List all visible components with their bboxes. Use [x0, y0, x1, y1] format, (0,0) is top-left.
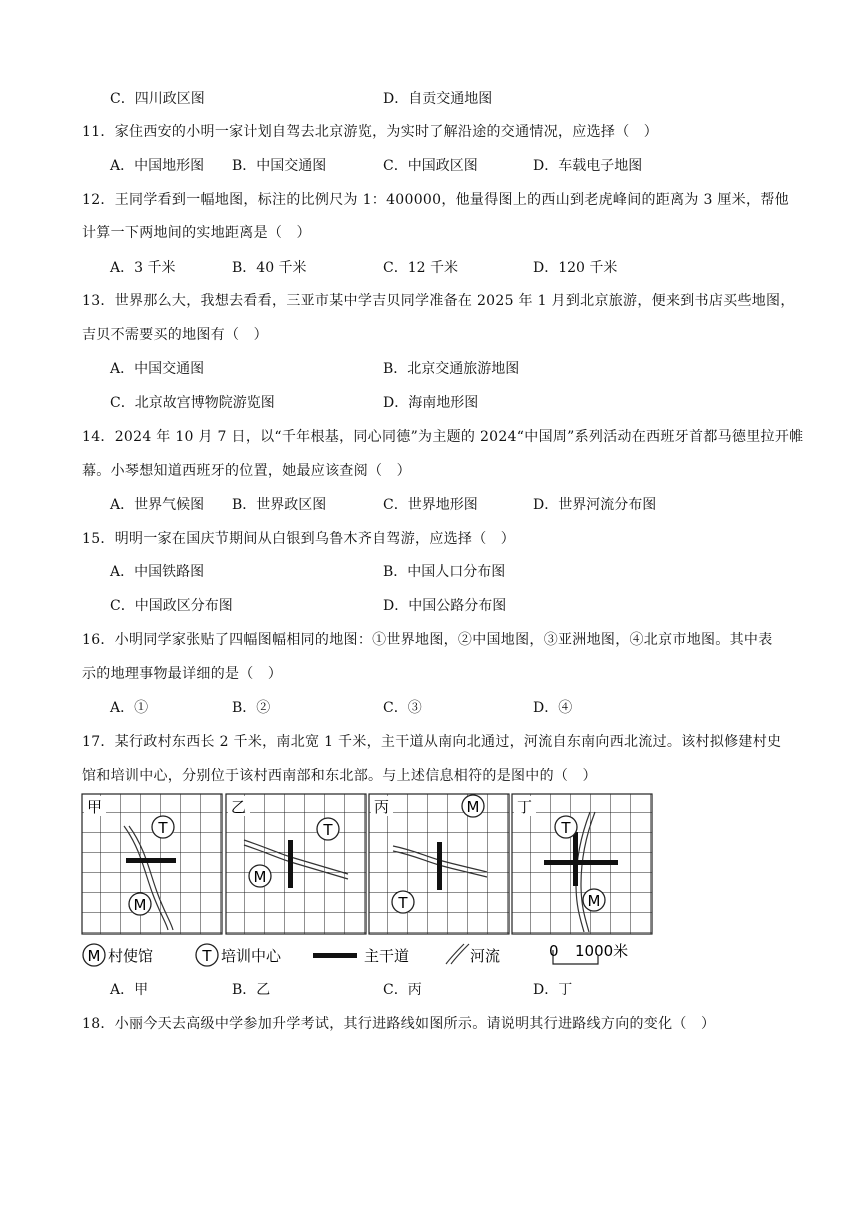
- svg-text:T: T: [323, 821, 333, 839]
- svg-text:M: M: [87, 947, 101, 965]
- q17-stem-line2: 馆和培训中心，分别位于该村西南部和东北部。与上述信息相符的是图中的（ ）: [82, 768, 597, 784]
- main-road-vertical-icon: [573, 832, 578, 886]
- q13-stem-line2: 吉贝不需要买的地图有（ ）: [82, 327, 268, 343]
- q12-stem-line2: 计算一下两地间的实地距离是（ ）: [82, 225, 311, 241]
- q16-stem-line2: 示的地理事物最详细的是（ ）: [82, 666, 283, 682]
- q13-option-a: A．中国交通图: [110, 361, 205, 377]
- main-road-horizontal-icon: [544, 860, 618, 865]
- q12-option-c: C．12 千米: [383, 260, 458, 276]
- panel-label-jia: 甲: [87, 798, 103, 816]
- q16-stem-line1: 16．小明同学家张贴了四幅图幅相同的地图：①世界地图，②中国地图，③亚洲地图，④北京市地图。其中表: [82, 632, 773, 648]
- main-road-icon: [437, 842, 442, 890]
- q17-option-c: C．丙: [383, 982, 422, 998]
- q11-option-a: A．中国地形图: [110, 158, 205, 174]
- main-road-icon: [126, 858, 176, 863]
- svg-text:M: M: [133, 896, 147, 914]
- q13-option-d: D．海南地形图: [383, 395, 479, 411]
- q11-option-b: B．中国交通图: [232, 158, 327, 174]
- q13-option-b: B．北京交通旅游地图: [383, 361, 520, 377]
- panel-label-bing: 丙: [374, 798, 390, 816]
- legend-museum-label: 村使馆: [108, 947, 154, 965]
- svg-text:T: T: [202, 947, 212, 965]
- q11-stem: 11．家住西安的小明一家计划自驾去北京游览，为实时了解沿途的交通情况，应选择（ ）: [82, 124, 659, 140]
- panel-yi: [226, 794, 366, 934]
- q12-option-d: D．120 千米: [533, 260, 618, 276]
- q14-option-c: C．世界地形图: [383, 497, 478, 513]
- q14-option-a: A．世界气候图: [110, 497, 205, 513]
- main-road-icon: [288, 840, 293, 888]
- svg-text:T: T: [398, 894, 408, 912]
- q15-option-b: B．中国人口分布图: [383, 564, 506, 580]
- q16-option-a: A．①: [110, 700, 149, 716]
- q17-stem-line1: 17．某行政村东西长 2 千米，南北宽 1 千米，主干道从南向北通过，河流自东南向西北流过。该村拟修建村史: [82, 734, 782, 750]
- q17-option-a: A．甲: [110, 982, 149, 998]
- panel-ding: [512, 794, 652, 934]
- q10-option-d: D．自贡交通地图: [383, 91, 493, 107]
- q16-option-b: B．②: [232, 700, 271, 716]
- q10-option-c: C．四川政区图: [110, 91, 205, 107]
- figure-legend: [83, 942, 628, 966]
- svg-text:T: T: [561, 819, 571, 837]
- q17-option-d: D．丁: [533, 982, 573, 998]
- q11-option-d: D．车载电子地图: [533, 158, 643, 174]
- q15-option-c: C．中国政区分布图: [110, 598, 233, 614]
- legend-road-label: 主干道: [364, 947, 410, 965]
- q12-option-b: B．40 千米: [232, 260, 307, 276]
- panel-label-yi: 乙: [231, 798, 247, 816]
- legend-scale-value: 1000米: [575, 942, 629, 960]
- legend-scale-zero: 0: [549, 942, 559, 960]
- q12-option-a: A．3 千米: [110, 260, 176, 276]
- q17-option-b: B．乙: [232, 982, 271, 998]
- q14-stem-line1: 14．2024 年 10 月 7 日，以“千年根基，同心同德”为主题的 2024“中国周”系列活动在西班牙首都马德里拉开帷: [82, 429, 804, 445]
- q15-option-d: D．中国公路分布图: [383, 598, 507, 614]
- legend-river-label: 河流: [470, 947, 501, 965]
- q14-option-d: D．世界河流分布图: [533, 497, 657, 513]
- legend-river-icon: [446, 944, 464, 964]
- panel-jia: [82, 794, 222, 934]
- q16-option-c: C．③: [383, 700, 422, 716]
- q14-stem-line2: 幕。小琴想知道西班牙的位置，她最应该查阅（ ）: [82, 463, 411, 479]
- q15-stem: 15．明明一家在国庆节期间从白银到乌鲁木齐自驾游，应选择（ ）: [82, 531, 516, 547]
- svg-text:M: M: [253, 868, 267, 886]
- panel-bing: [369, 794, 509, 934]
- svg-text:M: M: [587, 892, 601, 910]
- q18-stem: 18．小丽今天去高级中学参加升学考试，其行进路线如图所示。请说明其行进路线方向的变化（ ）: [82, 1016, 716, 1032]
- legend-road-icon: [313, 953, 357, 958]
- svg-text:M: M: [466, 798, 480, 816]
- panel-label-ding: 丁: [517, 798, 533, 816]
- q12-stem-line1: 12．王同学看到一幅地图，标注的比例尺为 1：400000，他量得图上的西山到老虎峰间的距离为 3 厘米，帮他: [82, 192, 789, 208]
- q11-option-c: C．中国政区图: [383, 158, 478, 174]
- q14-option-b: B．世界政区图: [232, 497, 327, 513]
- q13-stem-line1: 13．世界那么大，我想去看看，三亚市某中学吉贝同学准备在 2025 年 1 月到北京旅游，便来到书店买些地图，: [82, 293, 795, 309]
- legend-training-label: 培训中心: [221, 947, 282, 965]
- q16-option-d: D．④: [533, 700, 573, 716]
- q13-option-c: C．北京故宫博物院游览图: [110, 395, 275, 411]
- q17-map-figure: [80, 792, 655, 972]
- q15-option-a: A．中国铁路图: [110, 564, 205, 580]
- svg-text:T: T: [158, 819, 168, 837]
